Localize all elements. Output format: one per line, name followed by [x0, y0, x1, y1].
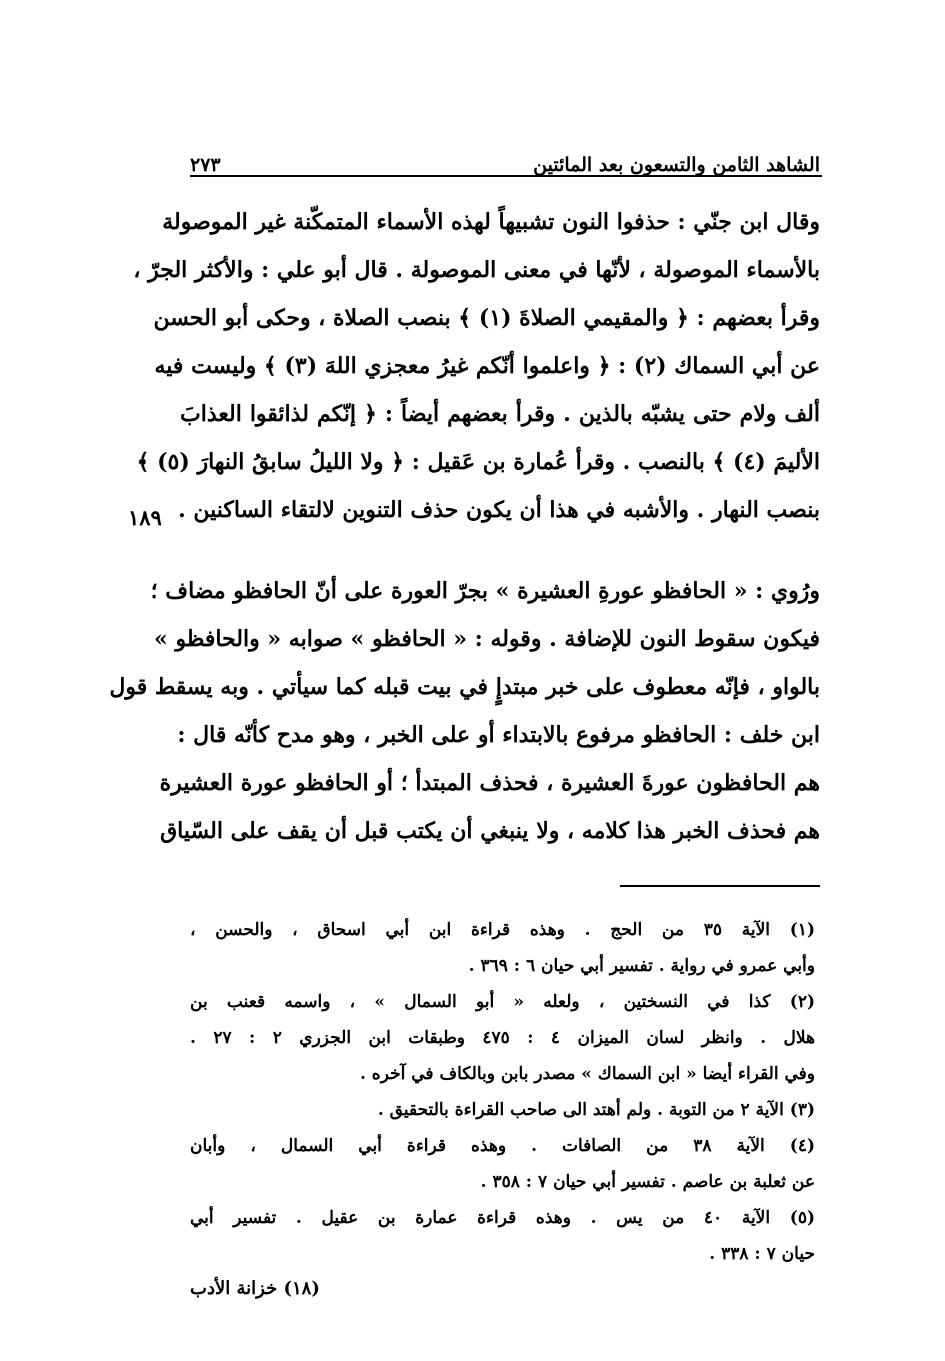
text-line: عن أبي السماك (٢) : ﴿ واعلموا أنّكم غيرُ معجزي اللهَ (٣) ﴾ وليست فيه — [154, 353, 820, 379]
text-line: هم الحافظون عورةَ العشيرة ، فحذف المبتدأ ؛ أو الحافظو عورة العشيرة — [159, 770, 820, 796]
text-line: بالأسماء الموصولة ، لأنّها في معنى الموصولة . قال أبو علي : والأكثر الجرّ ، — [133, 257, 820, 283]
running-title: الشاهد الثامن والتسعون بعد المائتين — [533, 154, 820, 176]
running-header — [190, 140, 820, 176]
footnote-line: (٣) الآية ٢ من التوبة . ولم أهتد الى صاحب القراءة بالتحقيق . — [377, 1100, 815, 1120]
footnote-line: (١) الآية ٣٥ من الحج . وهذه قراءة ابن أبي اسحاق ، والحسن ، — [190, 920, 815, 940]
text-line: وقال ابن جنّي : حذفوا النون تشبيهاً لهذه الأسماء المتمكّنة غير الموصولة — [162, 209, 820, 235]
footnotes — [190, 912, 815, 1272]
header-rule — [190, 175, 822, 177]
footnote-line: (٤) الآية ٣٨ من الصافات . وهذه قراءة أبي السمال ، وأبان — [190, 1136, 815, 1156]
text-line: بنصب النهار . والأشبه في هذا أن يكون حذف التنوين لالتقاء الساكنين . — [178, 497, 820, 523]
text-line: وقرأ بعضهم : ﴿ والمقيمي الصلاةَ (١) ﴾ بنصب الصلاة ، وحكى أبو الحسن — [153, 305, 820, 331]
text-line: هم فحذف الخبر هذا كلامه ، ولا ينبغي أن يكتب قبل أن يقف على السّياق — [160, 818, 820, 844]
footnote-line: وفي القراء أيضا « ابن السماك » مصدر بابن وبالكاف في آخره . — [359, 1064, 815, 1084]
text-line: ورُوي : « الحافظو عورةِ العشيرة » بجرّ العورة على أنّ الحافظو مضاف ؛ — [150, 578, 820, 604]
footnote-rule — [620, 885, 820, 887]
footnote-line: حيان ٧ : ٣٣٨ . — [709, 1244, 815, 1264]
text-line: ألف ولام حتى يشبّه بالذين . وقرأ بعضهم أيضاً : ﴿ إنّكم لذائقوا العذابَ — [180, 401, 820, 427]
footnote-line: وأبي عمرو في رواية . تفسير أبي حيان ٦ : ٣٦٩ . — [468, 956, 815, 976]
signature-mark: (١٨) خزانة الأدب — [190, 1278, 320, 1299]
footnote-line: (٥) الآية ٤٠ من يس . وهذه قراءة عمارة بن عقيل . تفسير أبي — [190, 1208, 815, 1228]
text-line: فيكون سقوط النون للإضافة . وقوله : « الحافظو » صوابه « والحافظو » — [154, 626, 820, 652]
text-line: الأليمَ (٤) ﴾ بالنصب . وقرأ عُمارة بن عَقيل : ﴿ ولا الليلُ سابقُ النهارَ (٥) ﴾ — [136, 449, 820, 475]
text-line: بالواو ، فإنّه معطوف على خبر مبتدإٍ في بيت قبله كما سيأتي . وبه يسقط قول — [109, 674, 820, 700]
text-line: ابن خلف : الحافظو مرفوع بالابتداء أو على الخبر ، وهو مدح كأنّه قال : — [177, 722, 820, 748]
footnote-line: (٢) كذا في النسختين ، ولعله « أبو السمال » ، واسمه قعنب بن — [190, 992, 815, 1012]
page-number: ٢٧٣ — [190, 154, 221, 176]
footnote-line: هلال . وانظر لسان الميزان ٤ : ٤٧٥ وطبقات ابن الجزري ٢ : ٢٧ . — [190, 1028, 815, 1048]
footnote-line: عن ثعلبة بن عاصم . تفسير أبي حيان ٧ : ٣٥٨ . — [480, 1172, 815, 1192]
margin-number: ١٨٩ — [128, 505, 162, 530]
